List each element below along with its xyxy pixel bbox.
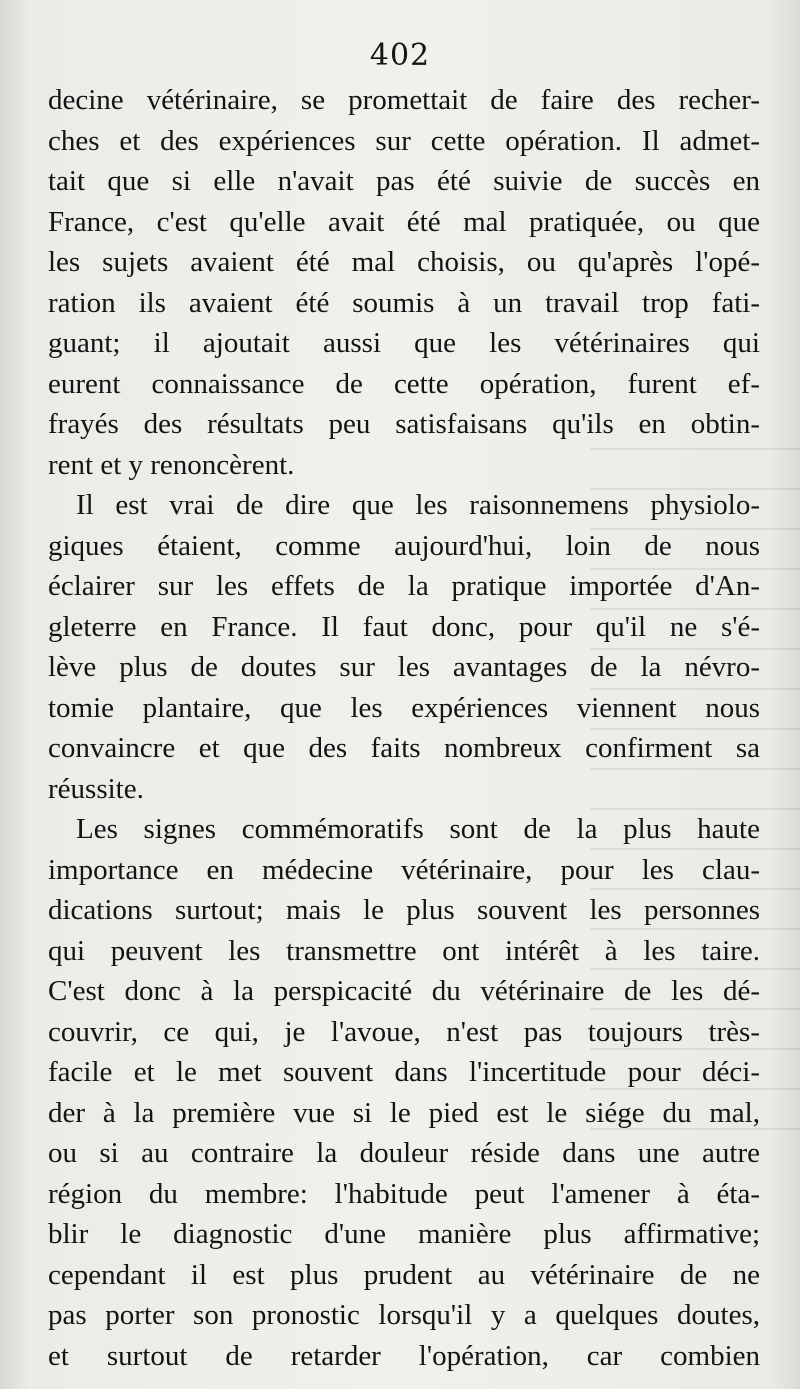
text-line: convaincre et que des faits nombreux confirment sa bbox=[48, 732, 760, 764]
body-text bbox=[48, 80, 760, 1376]
paragraph bbox=[48, 485, 760, 809]
text-line: eurent connaissance de cette opération, furent ef- bbox=[48, 367, 760, 400]
text-line: éclairer sur les effets de la pratique importée d'An- bbox=[48, 570, 760, 602]
text-line: qui peuvent les transmettre ont intérêt à les taire. bbox=[48, 934, 760, 967]
text-line: Les signes commémoratifs sont de la plus haute bbox=[76, 813, 760, 845]
text-line: facile et le met souvent dans l'incertitude pour déci- bbox=[48, 1056, 760, 1088]
text-line: France, c'est qu'elle avait été mal pratiquée, ou que bbox=[48, 205, 760, 238]
text-line: pas porter son pronostic lorsqu'il y a quelques doutes, bbox=[48, 1299, 760, 1331]
text-line: frayés des résultats peu satisfaisans qu'ils en obtin- bbox=[48, 408, 760, 440]
text-line: gleterre en France. Il faut donc, pour qu'il ne s'é- bbox=[48, 610, 760, 643]
text-line: lève plus de doutes sur les avantages de la névro- bbox=[48, 651, 760, 683]
text-line: ration ils avaient été soumis à un travail trop fati- bbox=[48, 286, 760, 319]
text-line: blir le diagnostic d'une manière plus affirmative; bbox=[48, 1218, 760, 1250]
paragraph bbox=[48, 80, 760, 485]
text-line: importance en médecine vétérinaire, pour les clau- bbox=[48, 853, 760, 886]
text-line: C'est donc à la perspicacité du vétérinaire de les dé- bbox=[48, 975, 760, 1007]
text-line: les sujets avaient été mal choisis, ou qu'après l'opé- bbox=[48, 246, 760, 278]
text-line: rent et y renoncèrent. bbox=[48, 448, 295, 481]
text-line: giques étaient, comme aujourd'hui, loin de nous bbox=[48, 529, 760, 562]
text-line: decine vétérinaire, se promettait de faire des recher- bbox=[48, 84, 760, 116]
paragraph bbox=[48, 809, 760, 1376]
text-line: dications surtout; mais le plus souvent les personnes bbox=[48, 894, 760, 926]
text-line: tait que si elle n'avait pas été suivie de succès en bbox=[48, 165, 760, 197]
text-line: et surtout de retarder l'opération, car combien bbox=[48, 1339, 760, 1372]
text-line: cependant il est plus prudent au vétérinaire de ne bbox=[48, 1258, 760, 1291]
page-number: 402 bbox=[369, 38, 431, 73]
text-line: couvrir, ce qui, je l'avoue, n'est pas toujours très- bbox=[48, 1015, 760, 1048]
text-line: Il est vrai de dire que les raisonnemens physiolo- bbox=[76, 489, 760, 521]
text-line: réussite. bbox=[48, 772, 144, 805]
text-line: tomie plantaire, que les expériences viennent nous bbox=[48, 691, 760, 724]
text-line: ches et des expériences sur cette opération. Il admet- bbox=[48, 124, 760, 157]
text-line: guant; il ajoutait aussi que les vétérinaires qui bbox=[48, 327, 760, 359]
text-line: der à la première vue si le pied est le siége du mal, bbox=[48, 1096, 760, 1129]
text-line: ou si au contraire la douleur réside dans une autre bbox=[48, 1137, 760, 1169]
text-line: région du membre: l'habitude peut l'amener à éta- bbox=[48, 1177, 760, 1210]
